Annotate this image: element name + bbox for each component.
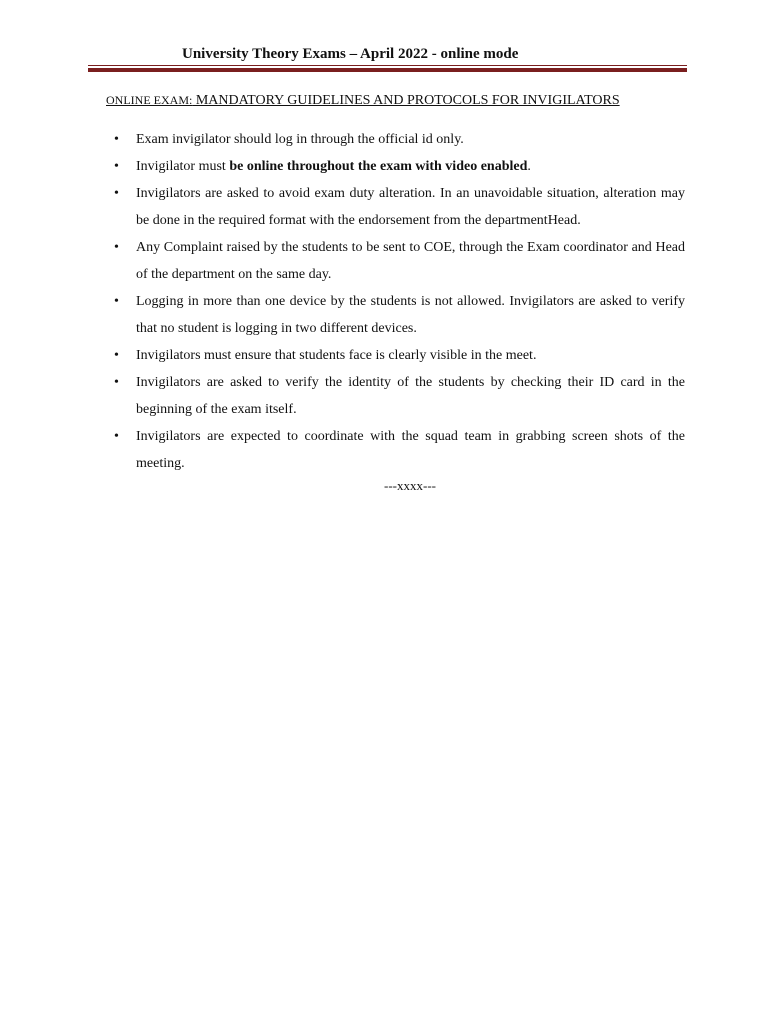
- guideline-text: Invigilators are asked to verify the identity of the students by checking their ID card in the beginning of the exam itself.: [136, 375, 685, 417]
- guideline-item: [110, 234, 685, 288]
- bullet-icon: •: [114, 186, 119, 201]
- guideline-text-pre: Invigilator must: [136, 159, 230, 174]
- guideline-text: Any Complaint raised by the students to be sent to COE, through the Exam coordinator and Head of the department on the same day.: [136, 240, 685, 282]
- bullet-icon: •: [114, 375, 119, 390]
- page-header-title: University Theory Exams – April 2022 - online mode: [182, 46, 519, 62]
- guideline-text: Invigilators are expected to coordinate with the squad team in grabbing screen shots of the meeting.: [136, 429, 685, 471]
- bullet-icon: •: [114, 294, 119, 309]
- bullet-icon: •: [114, 429, 119, 444]
- guideline-text: Invigilators are asked to avoid exam duty alteration. In an unavoidable situation, alteration may be done in the required format with the endorsement from the departmentHead.: [136, 186, 685, 228]
- bullet-icon: •: [114, 159, 119, 174]
- header-rule-thick: [88, 68, 687, 72]
- guideline-text: Exam invigilator should log in through the official id only.: [136, 132, 464, 147]
- guideline-text: Logging in more than one device by the students is not allowed. Invigilators are asked to verify that no student is logging in two different devices.: [136, 294, 685, 336]
- bullet-icon: •: [114, 132, 119, 147]
- guidelines-list: [110, 126, 685, 477]
- section-heading-main: MANDATORY GUIDELINES AND PROTOCOLS FOR INVIGILATORS: [192, 93, 620, 108]
- end-of-document-mark: ---xxxx---: [384, 478, 436, 493]
- guideline-text-post: .: [527, 159, 531, 174]
- bullet-icon: •: [114, 240, 119, 255]
- guideline-item: [110, 180, 685, 234]
- guideline-item: [110, 288, 685, 342]
- section-heading: [106, 93, 620, 109]
- guideline-item: [110, 153, 685, 180]
- guideline-text: Invigilators must ensure that students face is clearly visible in the meet.: [136, 348, 537, 363]
- section-heading-prefix: ONLINE EXAM:: [106, 93, 193, 107]
- guideline-item: [110, 342, 685, 369]
- guideline-item: [110, 369, 685, 423]
- guideline-text-bold: be online throughout the exam with video enabled: [229, 159, 528, 174]
- bullet-icon: •: [114, 348, 119, 363]
- guideline-item: [110, 126, 685, 153]
- guideline-item: [110, 423, 685, 477]
- header-rule-thin: [88, 65, 687, 66]
